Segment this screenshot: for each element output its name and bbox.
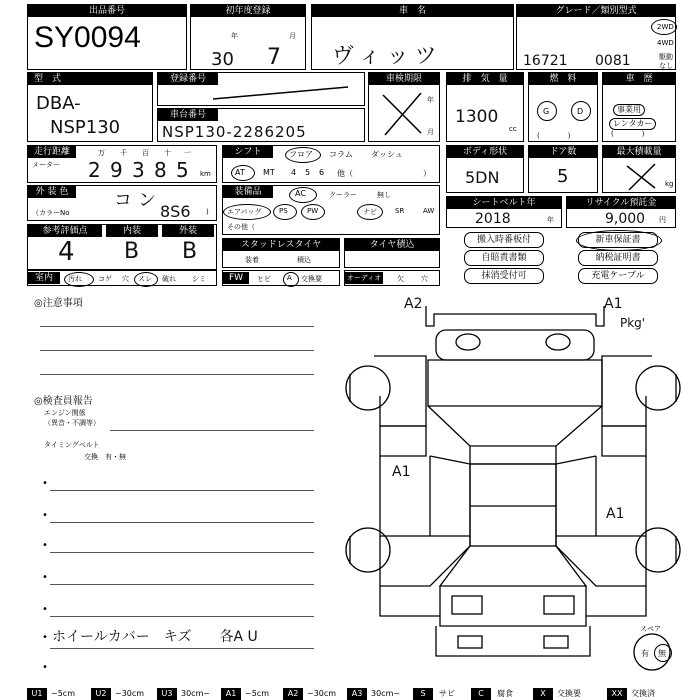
color-box xyxy=(27,185,217,221)
seatbelt-box xyxy=(446,196,562,228)
shift-dash: ダッシュ xyxy=(371,150,403,159)
legend-val-8: 交換要 xyxy=(557,689,581,698)
history-business: 事業用 xyxy=(613,97,645,116)
car-diagram xyxy=(340,296,686,686)
score-box xyxy=(27,224,217,270)
legend-key-2: U3 xyxy=(157,688,177,700)
equip-ps-circle xyxy=(273,204,297,220)
shift-4: 4 xyxy=(291,168,297,177)
mileage-meter: メーター xyxy=(32,161,60,169)
doors-value: 5 xyxy=(557,166,569,187)
audio-missing: 欠 xyxy=(397,275,404,283)
capacity-box xyxy=(602,145,676,193)
drive-2wd: 2WD xyxy=(657,23,674,31)
note-line-4 xyxy=(50,584,314,585)
engine-line xyxy=(110,430,314,431)
fuel-box xyxy=(528,72,598,142)
type-line2: NSP130 xyxy=(50,117,121,138)
damage-a2: A2 xyxy=(404,296,423,312)
stud-label: スタッドレスタイヤ xyxy=(223,239,339,251)
fuel-g-circle xyxy=(537,101,557,121)
equip-pw: PW xyxy=(307,207,319,215)
model-box xyxy=(311,4,514,70)
legend-val-5: 30cm~ xyxy=(371,689,401,698)
first-reg-month: 7 xyxy=(267,45,281,70)
doc-cable: 充電ケーブル xyxy=(578,268,658,284)
body-box xyxy=(446,145,524,193)
damage-pkg: Pkg' xyxy=(620,316,646,330)
color-label: 外 装 色 xyxy=(28,186,76,198)
capacity-strike xyxy=(621,160,661,192)
room-scuff: スレ xyxy=(138,275,152,283)
exterior-value: B xyxy=(182,239,198,264)
damage-a1-top: A1 xyxy=(604,296,623,312)
room-tear: 破れ xyxy=(162,275,176,283)
doc-warranty: 新車保証書 xyxy=(578,232,658,248)
grade-label: グレード／類別型式 xyxy=(517,5,675,17)
legend-val-4: ~30cm xyxy=(307,689,337,698)
drive-4wd: 4WD xyxy=(657,39,674,47)
mileage-box xyxy=(27,145,217,183)
caution-line-3 xyxy=(40,374,314,375)
body-label: ボディ形状 xyxy=(447,146,523,158)
lot-box xyxy=(27,4,187,70)
equip-airbag-circle xyxy=(223,204,271,220)
legend-key-8: X xyxy=(533,688,553,700)
fw-a: A xyxy=(287,274,292,282)
shift-label: シフト xyxy=(223,146,273,158)
shift-other: 他（ xyxy=(337,169,353,178)
bullet-4: • xyxy=(42,572,48,583)
equip-navi-circle xyxy=(357,204,383,220)
lot-label: 出品番号 xyxy=(28,5,186,17)
stud-loaded: 積込 xyxy=(297,256,311,264)
model-name: ヴィッツ xyxy=(332,44,443,69)
note-line-5 xyxy=(50,616,314,617)
model-label: 車 名 xyxy=(312,5,513,17)
recycle-label: リサイクル預託金 xyxy=(567,197,675,209)
equip-sr: SR xyxy=(395,207,405,215)
reg-unit-year: 年 xyxy=(231,32,238,40)
drive-none: 駆動なし xyxy=(659,53,673,70)
audio-hole: 穴 xyxy=(421,275,428,283)
reg-no-strike xyxy=(208,81,358,105)
displacement-box xyxy=(446,72,524,142)
fw-box xyxy=(222,270,340,286)
legend-key-5: A3 xyxy=(347,688,367,700)
damage-a1-left: A1 xyxy=(392,464,411,480)
room-dirt-circle xyxy=(64,272,94,287)
damage-legend xyxy=(27,688,700,700)
fw-label: FW xyxy=(223,272,249,284)
drive-2wd-circle xyxy=(651,19,677,35)
inspection-label: 車検期限 xyxy=(369,73,439,85)
tire-box xyxy=(344,238,440,268)
first-reg-box xyxy=(190,4,306,70)
reg-no-box xyxy=(157,72,365,106)
shift-mt: MT xyxy=(263,168,275,177)
mileage-digit-1: 9 xyxy=(110,158,123,182)
equip-none: 無し xyxy=(377,191,391,199)
grade-box xyxy=(516,4,676,70)
doc-plate: 搬入時番板付 xyxy=(464,232,544,248)
engine-sub: （異音・不調等） xyxy=(44,419,100,427)
type-line1: DBA- xyxy=(36,93,81,114)
inspection-box xyxy=(368,72,440,142)
history-box xyxy=(602,72,676,142)
fuel-paren: ( ) xyxy=(537,132,571,140)
recycle-value: 9,000 xyxy=(605,211,646,227)
equip-cooler: クーラー xyxy=(329,191,357,199)
equip-other: その他（ xyxy=(227,223,255,231)
doors-box xyxy=(528,145,598,193)
legend-key-0: U1 xyxy=(27,688,47,700)
bullet-2: • xyxy=(42,510,48,521)
caution-line-2 xyxy=(40,350,314,351)
capacity-label: 最大積載量 xyxy=(603,146,675,158)
legend-key-1: U2 xyxy=(91,688,111,700)
recycle-unit: 円 xyxy=(659,216,666,224)
engine-label: エンジン関係 xyxy=(44,409,86,417)
fuel-d-circle xyxy=(571,101,591,121)
score-value: 4 xyxy=(58,237,75,267)
first-reg-year: 30 xyxy=(211,49,234,70)
grade-value-2: 0081 xyxy=(595,53,631,69)
doc-tax: 納税証明書 xyxy=(578,250,658,266)
shift-box xyxy=(222,145,440,183)
spare-label: スペア xyxy=(640,625,661,633)
caution-label: ◎注意事項 xyxy=(34,298,83,309)
first-reg-label: 初年度登録 xyxy=(191,5,305,17)
seatbelt-value: 2018 xyxy=(475,211,511,227)
mileage-unit-4: 一 xyxy=(184,149,191,157)
history-rental: レンタカー xyxy=(609,111,656,130)
note-line-6 xyxy=(50,648,314,649)
mileage-unit-2: 百 xyxy=(142,149,149,157)
equip-ac-circle xyxy=(289,187,317,203)
room-box xyxy=(27,270,217,286)
doc-insurance: 自賠責書類 xyxy=(464,250,544,266)
bullet-5: • xyxy=(42,604,48,615)
spare-yes: 有 xyxy=(641,649,649,658)
equip-navi: ナビ xyxy=(363,208,377,216)
color-no-label: （カラーNo xyxy=(32,209,70,217)
fuel-g: G xyxy=(543,107,550,116)
room-scuff-circle xyxy=(134,272,158,287)
damage-a1-right: A1 xyxy=(606,506,625,522)
bullet-6: • xyxy=(42,632,48,643)
fuel-label: 燃 料 xyxy=(529,73,597,85)
color-value: コン xyxy=(114,190,162,211)
spare-no: 無 xyxy=(658,649,666,658)
equip-pw-circle xyxy=(301,204,325,220)
mileage-digit-2: 3 xyxy=(132,158,145,182)
fw-a-circle xyxy=(283,272,299,287)
chassis-box xyxy=(157,108,365,142)
doors-label: ドア数 xyxy=(529,146,597,158)
legend-val-6: サビ xyxy=(439,689,455,698)
doc-cancel: 抹消受付可 xyxy=(464,268,544,284)
shift-column: コラム xyxy=(329,150,353,159)
bullet-1: • xyxy=(42,478,48,489)
note-line-2 xyxy=(50,522,314,523)
grade-value-1: 16721 xyxy=(523,53,568,69)
displacement-value: 1300 xyxy=(455,107,499,127)
mileage-label: 走行距離 xyxy=(28,146,76,158)
color-no-close: ) xyxy=(206,208,209,216)
equip-ps: PS xyxy=(279,207,288,215)
fw-crack: ヒビ xyxy=(257,275,271,283)
body-value: 5DN xyxy=(465,168,500,187)
inspector-label: ◎検査員報告 xyxy=(34,396,93,407)
mileage-digits xyxy=(84,149,192,182)
inspection-strike xyxy=(377,87,427,139)
reg-unit-month: 月 xyxy=(289,32,296,40)
inspection-year-unit: 年 xyxy=(427,96,434,104)
color-no-value: 8S6 xyxy=(160,202,191,221)
mileage-unit-km: km xyxy=(200,170,211,178)
legend-key-4: A2 xyxy=(283,688,303,700)
bullet-3: • xyxy=(42,540,48,551)
bullet-7: • xyxy=(42,662,48,673)
seatbelt-label: シートベルト年 xyxy=(447,197,561,209)
note-line-3 xyxy=(50,552,314,553)
mileage-digit-3: 8 xyxy=(154,158,167,182)
room-dirt: 汚れ xyxy=(68,275,82,283)
legend-key-3: A1 xyxy=(221,688,241,700)
lot-number: SY0094 xyxy=(34,21,141,54)
caution-line-1 xyxy=(40,326,314,327)
displacement-label: 排 気 量 xyxy=(447,73,523,85)
legend-val-1: ~30cm xyxy=(115,689,145,698)
legend-key-7: C xyxy=(471,688,491,700)
mileage-unit-3: 十 xyxy=(164,149,171,157)
exterior-label: 外装 xyxy=(162,225,214,237)
mileage-digit-4: 5 xyxy=(176,158,189,182)
room-stain: シミ xyxy=(192,275,206,283)
audio-box xyxy=(344,270,440,286)
legend-val-3: ~5cm xyxy=(245,689,269,698)
fuel-d: D xyxy=(577,107,584,116)
room-label: 室内 xyxy=(28,272,60,284)
spare-no-circle xyxy=(654,644,672,662)
tire-label: タイヤ積込 xyxy=(345,239,439,251)
interior-label: 内装 xyxy=(106,225,158,237)
room-burn: コゲ xyxy=(98,275,112,283)
equip-box xyxy=(222,185,440,235)
displacement-unit: cc xyxy=(509,125,517,133)
chassis-label: 車台番号 xyxy=(158,109,218,121)
audio-label: オーディオ xyxy=(346,274,382,282)
docs-box xyxy=(446,230,676,286)
score-label: 参考評価点 xyxy=(28,225,102,237)
mileage-digit-0: 2 xyxy=(88,158,101,182)
room-hole: 穴 xyxy=(122,275,129,283)
shift-other-close: ） xyxy=(423,169,431,178)
recycle-box xyxy=(566,196,676,228)
legend-val-9: 交換済 xyxy=(631,689,655,698)
stud-mounted: 装着 xyxy=(245,256,259,264)
shift-floor: フロア xyxy=(289,150,313,159)
handwritten-note: ホイールカバー キズ 各A U xyxy=(52,629,258,645)
legend-val-7: 腐食 xyxy=(497,689,513,698)
shift-at-circle xyxy=(231,165,255,181)
interior-value: B xyxy=(124,239,140,264)
history-paren: ( ) xyxy=(611,130,645,138)
reg-no-label: 登録番号 xyxy=(158,73,218,85)
history-label: 車 歴 xyxy=(603,73,675,85)
timing-label: タイミングベルト xyxy=(44,441,100,449)
seatbelt-unit: 年 xyxy=(547,216,554,224)
equip-ac: AC xyxy=(295,189,306,198)
stud-box xyxy=(222,238,340,268)
fw-replace: 交換要 xyxy=(301,275,322,283)
shift-at: AT xyxy=(235,168,245,177)
timing-value: 交換 有・無 xyxy=(84,453,126,461)
mileage-unit-1: 千 xyxy=(120,149,127,157)
mileage-unit-0: 万 xyxy=(98,149,105,157)
shift-5: 5 xyxy=(305,168,311,177)
chassis-number: NSP130-2286205 xyxy=(162,123,307,141)
shift-floor-circle xyxy=(285,147,321,163)
legend-val-2: 30cm~ xyxy=(181,689,211,698)
legend-key-6: S xyxy=(413,688,433,700)
doc-warranty-circle xyxy=(576,230,662,251)
note-line-1 xyxy=(50,490,314,491)
type-box xyxy=(27,72,153,142)
equip-airbag: エアバッグ xyxy=(227,208,262,216)
shift-6: 6 xyxy=(319,168,325,177)
type-label: 型 式 xyxy=(28,73,152,85)
legend-key-9: XX xyxy=(607,688,627,700)
equip-label: 装備品 xyxy=(223,186,273,198)
capacity-unit: kg xyxy=(665,180,674,188)
legend-val-0: ~5cm xyxy=(51,689,75,698)
equip-aw: AW xyxy=(423,207,435,215)
inspection-month-unit: 月 xyxy=(427,128,434,136)
